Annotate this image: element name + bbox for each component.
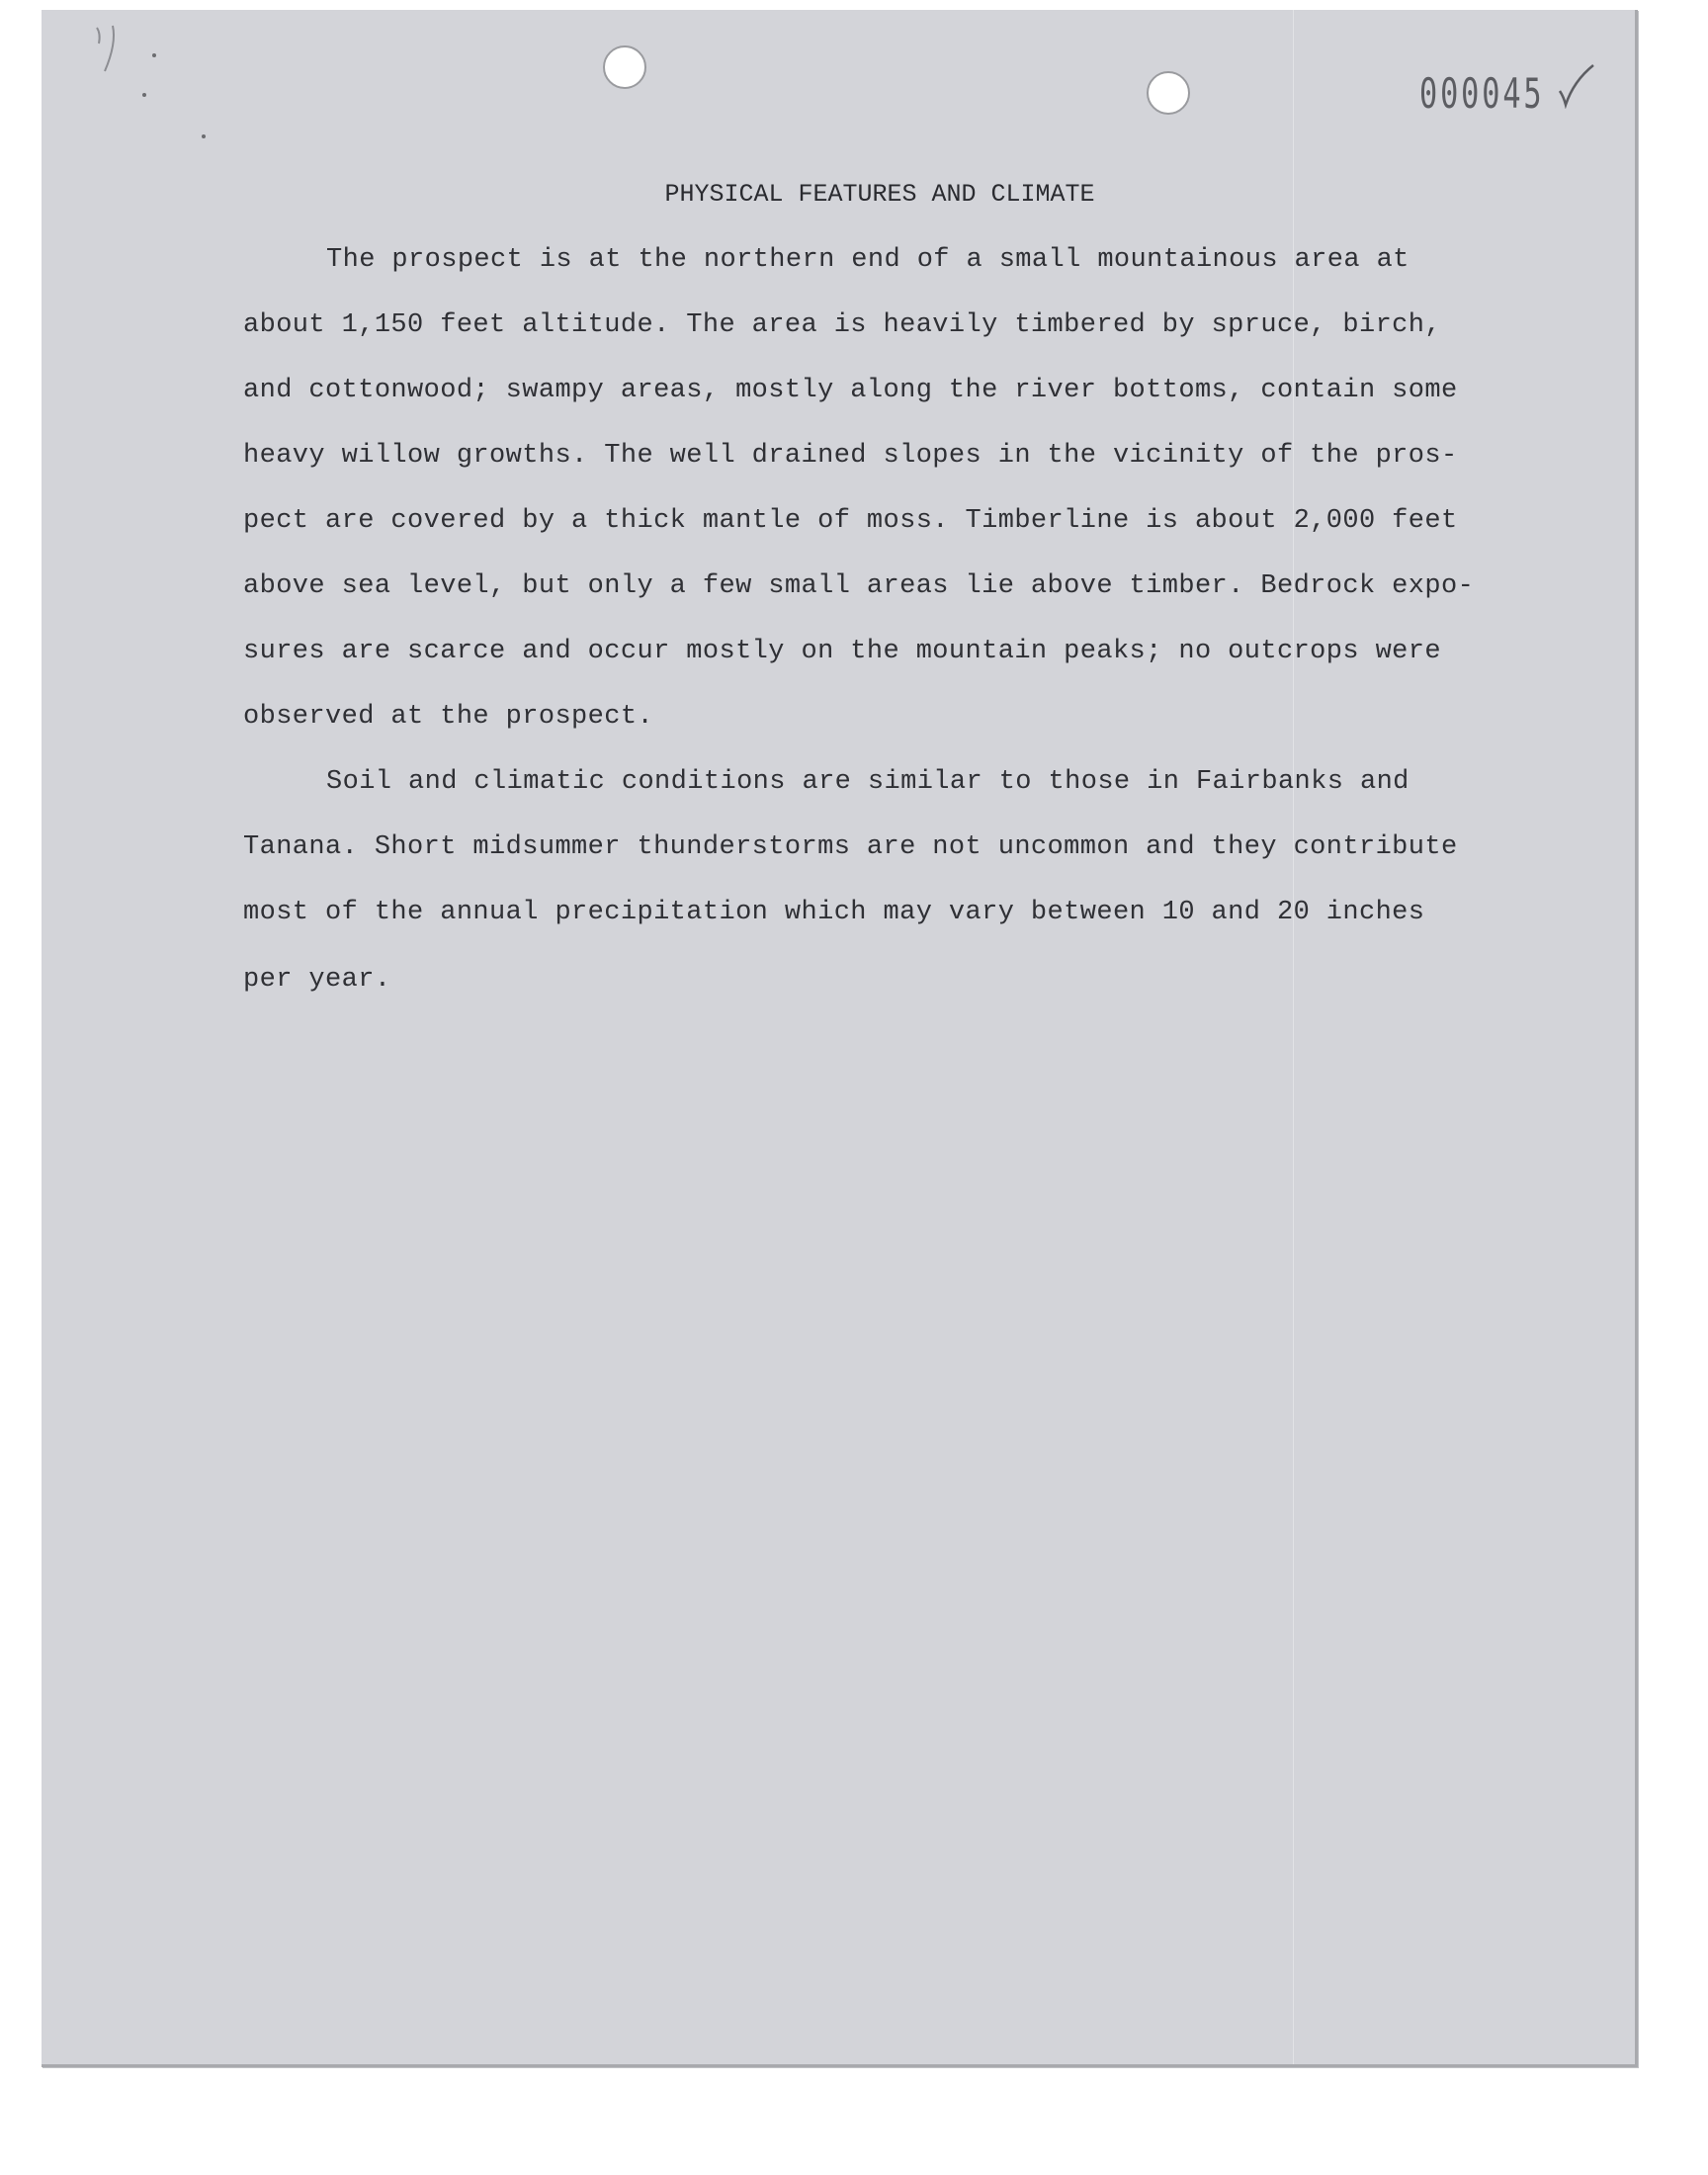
page-title: PHYSICAL FEATURES AND CLIMATE (664, 180, 1095, 209)
text-line: per year. (243, 965, 391, 995)
text-line: above sea level, but only a few small areas lie above timber. Bedrock expo- (243, 571, 1475, 601)
text-line: most of the annual precipitation which may vary between 10 and 20 inches (243, 898, 1425, 927)
punch-hole-icon (603, 45, 646, 89)
text-line: heavy willow growths. The well drained slopes in the vicinity of the pros- (243, 441, 1458, 471)
punch-hole-icon (1147, 71, 1190, 115)
text-line: sures are scarce and occur mostly on the mountain peaks; no outcrops were (243, 637, 1441, 666)
speck (152, 53, 156, 57)
speck (202, 134, 206, 138)
check-mark-icon (1556, 61, 1595, 109)
page-number: 000045 (1419, 69, 1545, 118)
speck (142, 93, 146, 97)
text-line: observed at the prospect. (243, 702, 654, 732)
text-line: Tanana. Short midsummer thunderstorms are not uncommon and they contribute (243, 832, 1458, 862)
paper-sheet (42, 10, 1638, 2067)
text-line: and cottonwood; swampy areas, mostly along the river bottoms, contain some (243, 376, 1458, 405)
pencil-mark-icon (93, 24, 123, 79)
text-line: about 1,150 feet altitude. The area is heavily timbered by spruce, birch, (243, 310, 1441, 340)
text-line: Soil and climatic conditions are similar to those in Fairbanks and (326, 767, 1409, 797)
text-line: pect are covered by a thick mantle of moss. Timberline is about 2,000 feet (243, 506, 1458, 536)
text-line: The prospect is at the northern end of a small mountainous area at (326, 245, 1409, 275)
